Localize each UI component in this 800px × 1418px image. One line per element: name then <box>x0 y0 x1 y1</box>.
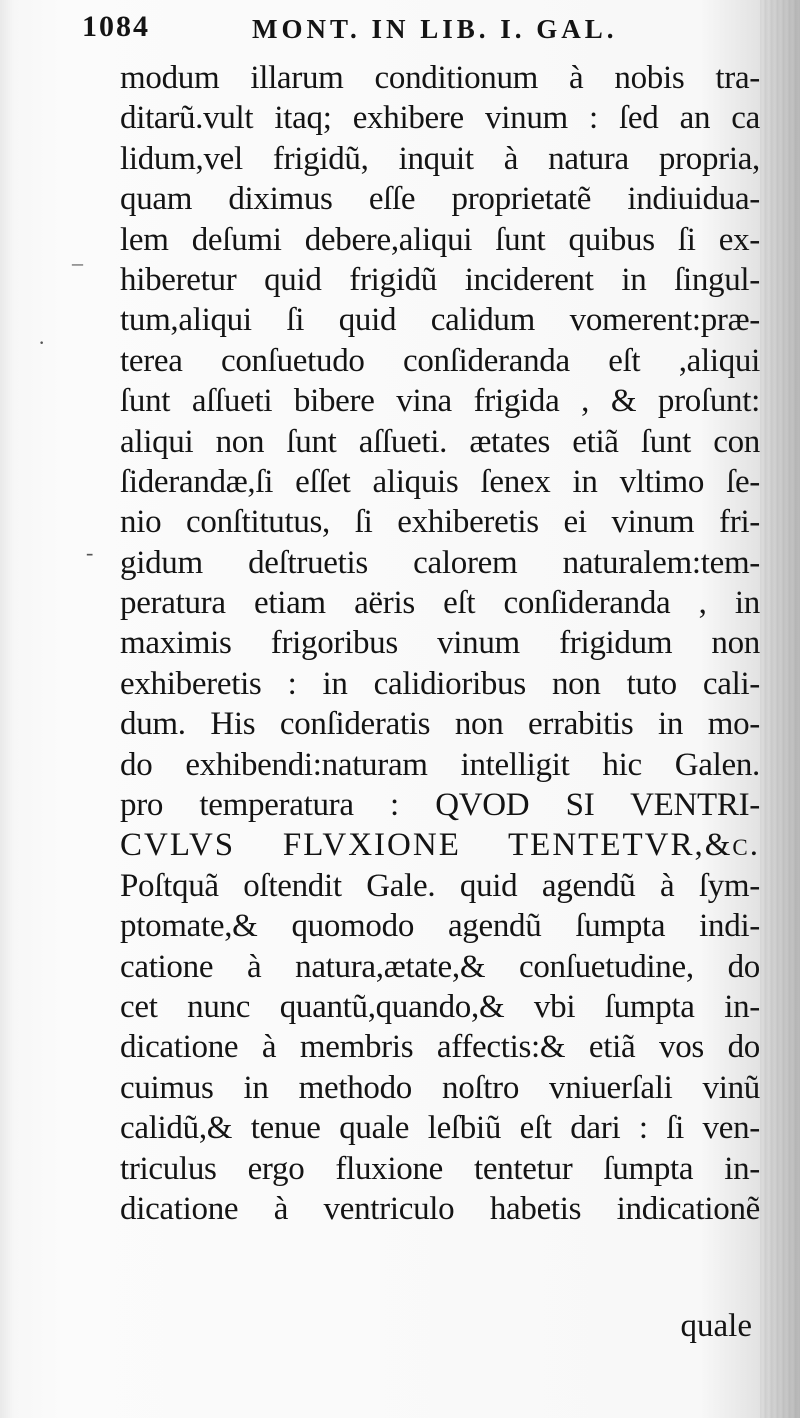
text-line: ſunt aſſueti bibere vina frigida , & proſunt: <box>120 383 760 420</box>
text-line: dicatione à ventriculo habetis indicationẽ <box>120 1190 760 1227</box>
running-head <box>82 10 692 54</box>
page-number: 1084 <box>82 10 150 43</box>
text-line: triculus ergo fluxione tentetur ſumpta in- <box>120 1150 760 1187</box>
text-line: cuimus in methodo noſtro vniuerſali vinũ <box>120 1069 760 1106</box>
running-title: MONT. IN LIB. I. GAL. <box>252 14 618 44</box>
text-line: aliqui non ſunt aſſueti. ætates etiã ſunt con <box>120 423 760 460</box>
text-line: lidum,vel frigidũ, inquit à natura propria, <box>120 140 760 177</box>
text-line: quam diximus eſſe proprietatẽ indiuidua- <box>120 181 760 218</box>
body-text <box>120 58 760 1229</box>
text-line: dum. His conſideratis non errabitis in mo- <box>120 706 760 743</box>
margin-dash-mark: – <box>72 250 83 275</box>
text-line: ptomate,& quomodo agendũ ſumpta indi- <box>120 908 760 945</box>
text-line: catione à natura,ætate,& conſuetudine, do <box>120 948 760 985</box>
text-line-small-caps: CVLVS FLVXIONE TENTETVR,&c. <box>120 827 760 864</box>
text-line: tum,aliqui ſi quid calidum vomerent:præ- <box>120 302 760 339</box>
catchword: quale <box>680 1308 752 1344</box>
text-line: maximis frigoribus vinum frigidum non <box>120 625 760 662</box>
text-line: nio conſtitutus, ſi exhiberetis ei vinum fri- <box>120 504 760 541</box>
margin-dot-mark: · <box>38 330 46 355</box>
text-line: hiberetur quid frigidũ inciderent in ſingul- <box>120 261 760 298</box>
page-edge-shadow <box>760 0 800 1418</box>
text-line: terea conſuetudo conſideranda eſt ,aliqui <box>120 342 760 379</box>
text-line: lem deſumi debere,aliqui ſunt quibus ſi ex- <box>120 221 760 258</box>
text-line: calidũ,& tenue quale leſbiũ eſt dari : ſi ven- <box>120 1110 760 1147</box>
text-line: ditarũ.vult itaq; exhibere vinum : ſed an ca <box>120 100 760 137</box>
text-line: dicatione à membris affectis:& etiã vos do <box>120 1029 760 1066</box>
text-line: exhiberetis : in calidioribus non tuto cali- <box>120 665 760 702</box>
text-line: ſiderandæ,ſi eſſet aliquis ſenex in vltimo ſe- <box>120 463 760 500</box>
text-line: Poſtquã oſtendit Gale. quid agendũ à ſym- <box>120 867 760 904</box>
margin-dash-mark: - <box>86 540 94 565</box>
text-line: peratura etiam aëris eſt conſideranda , in <box>120 585 760 622</box>
text-line: do exhibendi:naturam intelligit hic Galen. <box>120 746 760 783</box>
text-line: gidum deſtruetis calorem naturalem:tem- <box>120 544 760 581</box>
text-line: modum illarum conditionum à nobis tra- <box>120 60 760 96</box>
text-line: cet nunc quantũ,quando,& vbi ſumpta in- <box>120 988 760 1025</box>
text-line: pro temperatura : QVOD SI VENTRI- <box>120 787 760 824</box>
